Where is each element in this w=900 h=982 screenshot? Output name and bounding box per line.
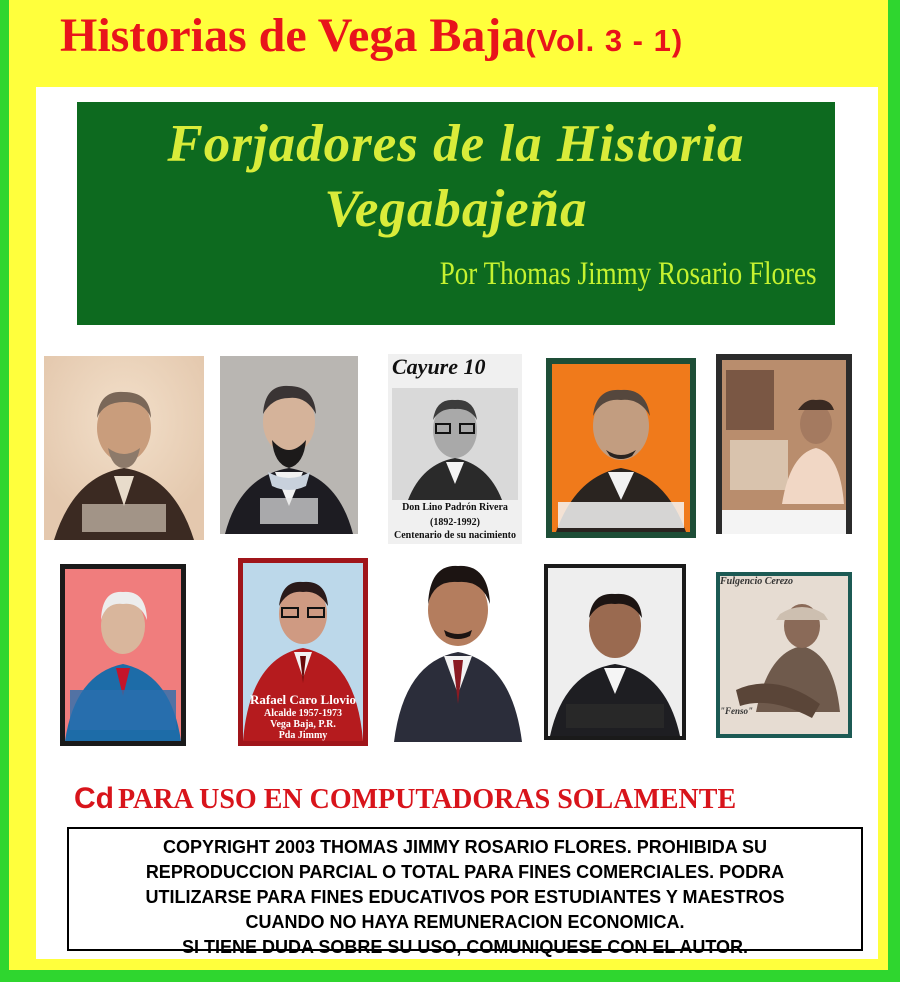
- portrait-8-image: [392, 554, 524, 742]
- portrait-2: [220, 356, 358, 534]
- copyright-line-4: CUANDO NO HAYA REMUNERACION ECONOMICA.: [245, 912, 685, 932]
- copyright-line-2: REPRODUCCION PARCIAL O TOTAL PARA FINES COMERCIALES. PODRA: [145, 862, 785, 882]
- left-green-border: [0, 0, 9, 982]
- bottom-green-border: [0, 970, 900, 982]
- portrait-10-header: Fulgencio Cerezo: [720, 576, 794, 587]
- portrait-4: [546, 358, 696, 538]
- banner-author: Por Thomas Jimmy Rosario Flores: [440, 256, 817, 292]
- title-banner: [77, 102, 835, 325]
- banner-line-2: Vegabajeña: [324, 180, 588, 238]
- portrait-2-image: [220, 356, 358, 534]
- cd-usage-text: PARA USO EN COMPUTADORAS SOLAMENTE: [118, 784, 737, 815]
- portrait-9-image: [544, 564, 686, 740]
- copyright-box: [67, 827, 863, 957]
- cover-title-volume: (Vol. 3 - 1): [525, 23, 684, 58]
- banner-line-1: Forjadores de la Historia: [167, 115, 745, 173]
- right-green-border: [888, 0, 900, 982]
- portrait-7-line-3: Vega Baja, P.R.: [270, 719, 336, 730]
- portrait-8: [392, 554, 524, 742]
- portrait-7-line-4: Pda Jimmy: [278, 730, 328, 741]
- portrait-4-image: [546, 358, 696, 538]
- portrait-7-line-2: Alcalde 1957-1973: [263, 708, 343, 719]
- portrait-7: [238, 558, 368, 746]
- portrait-3: [388, 354, 522, 544]
- cd-usage-notice: [74, 782, 884, 822]
- copyright-line-1: COPYRIGHT 2003 THOMAS JIMMY ROSARIO FLORES. PROHIBIDA SU: [162, 837, 768, 857]
- portrait-3-header: Cayure 10: [392, 354, 486, 379]
- cover-title-main: Historias de Vega Baja: [60, 9, 526, 62]
- portrait-3-years: (1892-1992): [430, 517, 480, 528]
- portrait-10-nickname: "Fenso": [720, 706, 753, 716]
- portrait-9: [544, 564, 686, 740]
- portrait-3-image: [388, 354, 522, 544]
- portrait-3-name: Don Lino Padrón Rivera: [402, 502, 508, 513]
- portrait-7-name: Rafael Caro Llovio: [250, 692, 356, 707]
- portrait-6: [60, 564, 186, 746]
- portrait-6-image: [60, 564, 186, 746]
- copyright-line-3: UTILIZARSE PARA FINES EDUCATIVOS POR ESTUDIANTES Y MAESTROS: [145, 887, 785, 907]
- portrait-5: [716, 354, 852, 534]
- copyright-line-5: SI TIENE DUDA SOBRE SU USO, COMUNIQUESE CON EL AUTOR.: [181, 937, 749, 957]
- cd-label: Cd: [74, 782, 114, 815]
- portrait-1-image: [44, 356, 204, 540]
- cover-title: [60, 8, 860, 78]
- portrait-5-image: [716, 354, 852, 534]
- portrait-3-footer: Centenario de su nacimiento: [394, 530, 516, 541]
- portrait-1: [44, 356, 204, 540]
- portrait-10: [716, 572, 852, 738]
